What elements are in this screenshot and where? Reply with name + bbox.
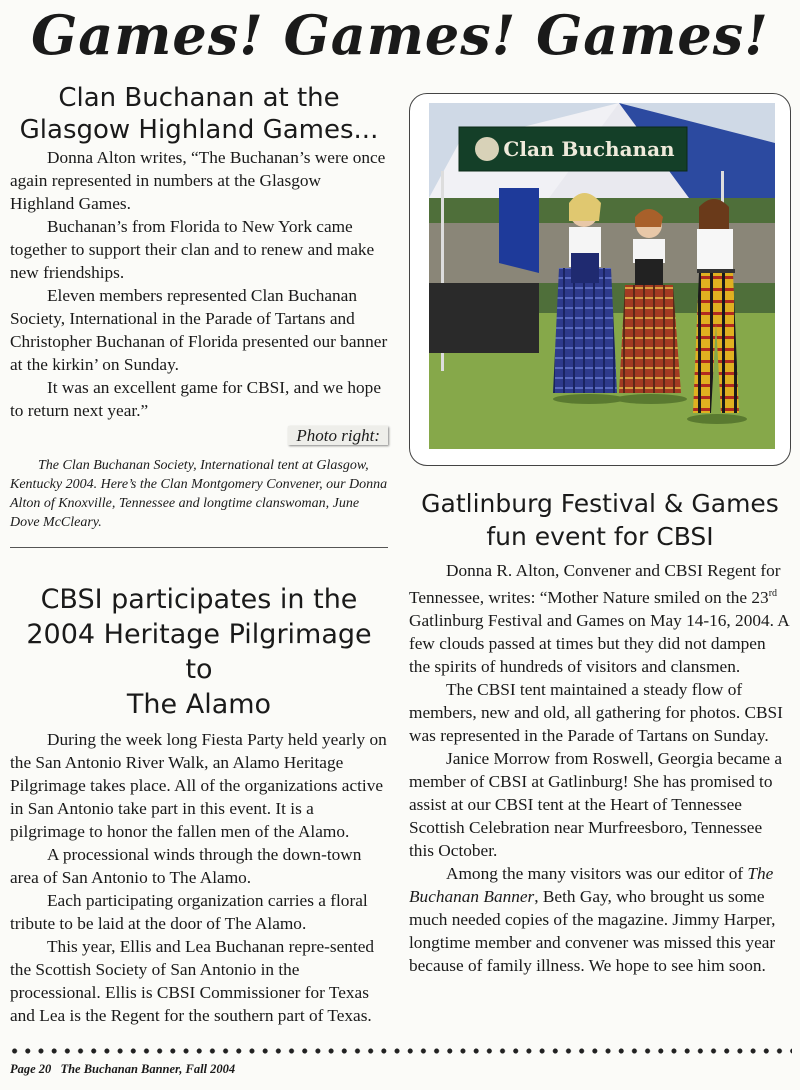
page-number: Page 20 [10, 1062, 52, 1076]
gatlinburg-heading-line2: fun event for CBSI [486, 522, 714, 551]
publication-title: The Buchanan Banner [409, 863, 774, 906]
gatlinburg-p1-a: Donna R. Alton, Convener and CBSI Regent for Tennessee, writes: “Mother Nature smiled on the 23 [409, 561, 781, 607]
alamo-article [10, 582, 388, 1027]
alamo-heading [10, 582, 388, 722]
glasgow-paragraph: Donna Alton writes, “The Buchanan’s were once again represented in numbers at the Glasgow Highland Games. [10, 148, 386, 213]
glasgow-heading-line2: Glasgow Highland Games... [19, 115, 379, 145]
page-footer [10, 1062, 235, 1077]
glasgow-article [10, 82, 388, 532]
gatlinburg-article [409, 487, 791, 977]
alamo-heading-line1: CBSI participates in the [40, 584, 358, 615]
glasgow-heading [10, 82, 388, 146]
photo-caption: The Clan Buchanan Society, International tent at Glasgow, Kentucky 2004. Here’s the Clan Montgomery Convener, our Donna Alton of Knoxville, Tennessee and longtime clanswoman, June Dove McCleary. [10, 458, 388, 530]
gatlinburg-paragraph [409, 559, 791, 678]
photo-right-label [10, 424, 388, 448]
photo-banner-text: Clan Buchanan [503, 137, 675, 161]
alamo-heading-line2: 2004 Heritage Pilgrimage to [26, 619, 372, 685]
gatlinburg-paragraph [409, 862, 791, 977]
glasgow-paragraph: Buchanan’s from Florida to New York came together to support their clan and to renew and make new friendships. [10, 217, 375, 282]
clan-buchanan-tent-photo [429, 103, 775, 449]
gatlinburg-heading [409, 487, 791, 553]
masthead-title: Games! Games! Games! [31, 3, 769, 67]
photo-frame [409, 93, 791, 466]
photo-right-label-text: Photo right: [288, 426, 388, 445]
gatlinburg-heading-line1: Gatlinburg Festival & Games [421, 489, 779, 518]
ordinal-suffix: rd [768, 588, 778, 599]
glasgow-heading-line1: Clan Buchanan at the [58, 83, 340, 113]
gatlinburg-p4-a: Among the many visitors was our editor of [446, 863, 748, 883]
gatlinburg-p4-b: , Beth Gay, who brought us some much needed copies of the magazine. Jimmy Harper, longtime member and convener was missed this year because of family illness. We hope to see him soon. [409, 886, 776, 975]
gatlinburg-p1-b: Gatlinburg Festival and Games on May 14-16, 2004. A few clouds passed at times but they did not dampen the spirits of hundreds of visitors and clansmen. [409, 610, 789, 676]
glasgow-paragraph: Eleven members represented Clan Buchanan Society, International in the Parade of Tartans and Christopher Buchanan of Florida presented our banner at the kirkin’ on Sunday. [10, 286, 388, 374]
alamo-paragraph: This year, Ellis and Lea Buchanan repre-sented the Scottish Society of San Antonio in the processional. Ellis is CBSI Commissioner for Texas and Lea is the Regent for the southern part of Texas. [10, 937, 375, 1025]
footer-dot-rule [8, 1045, 792, 1057]
alamo-paragraph: A processional winds through the down-town area of San Antonio to The Alamo. [10, 845, 362, 887]
publication-issue: The Buchanan Banner, Fall 2004 [60, 1062, 236, 1076]
section-divider [10, 547, 388, 548]
alamo-heading-line3: The Alamo [126, 689, 272, 720]
gatlinburg-paragraph: Janice Morrow from Roswell, Georgia became a member of CBSI at Gatlinburg! She has promised to assist at our CBSI tent at the Heart of Tennessee Scottish Celebration near Murfreesboro, Tennessee this October. [409, 748, 783, 860]
alamo-paragraph: During the week long Fiesta Party held yearly on the San Antonio River Walk, an Alamo Heritage Pilgrimage takes place. All of the organizations active in San Antonio take part in this event. It is a pilgrimage to honor the fallen men of the Alamo. [10, 730, 387, 841]
glasgow-paragraph: It was an excellent game for CBSI, and we hope to return next year.” [10, 378, 381, 420]
alamo-paragraph: Each participating organization carries a floral tribute to be laid at the door of The Alamo. [10, 891, 368, 933]
gatlinburg-paragraph: The CBSI tent maintained a steady flow of members, new and old, all gathering for photos. CBSI was represented in the Parade of Tartans on Sunday. [409, 679, 783, 745]
